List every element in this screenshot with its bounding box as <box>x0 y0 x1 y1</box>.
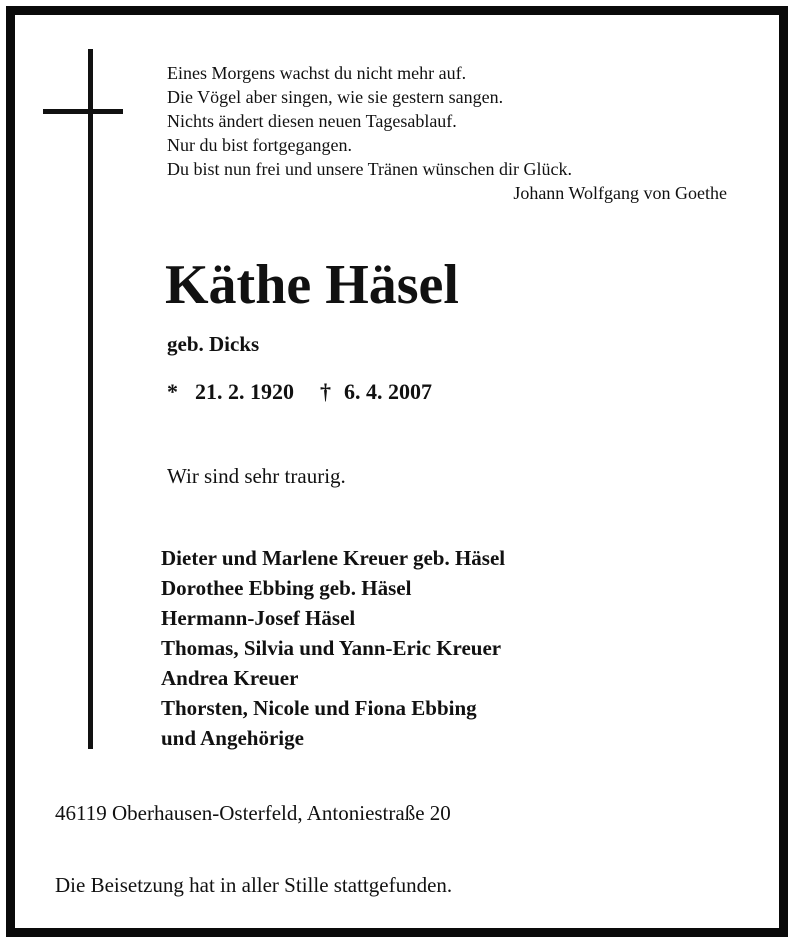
life-dates <box>167 379 432 405</box>
obituary-notice <box>6 6 788 937</box>
poem-line: Die Vögel aber singen, wie sie gestern sangen. <box>167 87 504 107</box>
address: 46119 Oberhausen-Osterfeld, Antoniestraße 20 <box>55 801 451 825</box>
mourners-list <box>161 543 505 753</box>
birth-star-icon: * <box>167 379 178 404</box>
cross-vertical-bar <box>88 49 93 749</box>
mourner-entry: und Angehörige <box>161 726 304 750</box>
poem-author: Johann Wolfgang von Goethe <box>513 183 727 203</box>
mourner-entry: Dorothee Ebbing geb. Häsel <box>161 576 412 600</box>
poem-line: Nur du bist fortgegangen. <box>167 135 352 155</box>
poem-line: Nichts ändert diesen neuen Tagesablauf. <box>167 111 457 131</box>
poem-line: Du bist nun frei und unsere Tränen wünschen dir Glück. <box>167 159 572 179</box>
death-dagger-icon: † <box>320 379 331 404</box>
mourner-entry: Dieter und Marlene Kreuer geb. Häsel <box>161 546 506 570</box>
maiden-name: geb. Dicks <box>167 332 260 356</box>
mourner-entry: Thorsten, Nicole und Fiona Ebbing <box>161 696 477 720</box>
deceased-name: Käthe Häsel <box>165 254 459 316</box>
poem-line: Eines Morgens wachst du nicht mehr auf. <box>167 63 467 83</box>
cross-horizontal-bar <box>43 109 123 114</box>
mourner-entry: Hermann-Josef Häsel <box>161 606 356 630</box>
mourning-sentence: Wir sind sehr traurig. <box>167 464 346 488</box>
mourner-entry: Thomas, Silvia und Yann-Eric Kreuer <box>161 636 502 660</box>
death-date: 6. 4. 2007 <box>344 379 432 404</box>
mourner-entry: Andrea Kreuer <box>161 666 299 690</box>
burial-note: Die Beisetzung hat in aller Stille stattgefunden. <box>55 873 453 897</box>
poem-quote <box>167 61 727 205</box>
birth-date: 21. 2. 1920 <box>195 379 294 404</box>
